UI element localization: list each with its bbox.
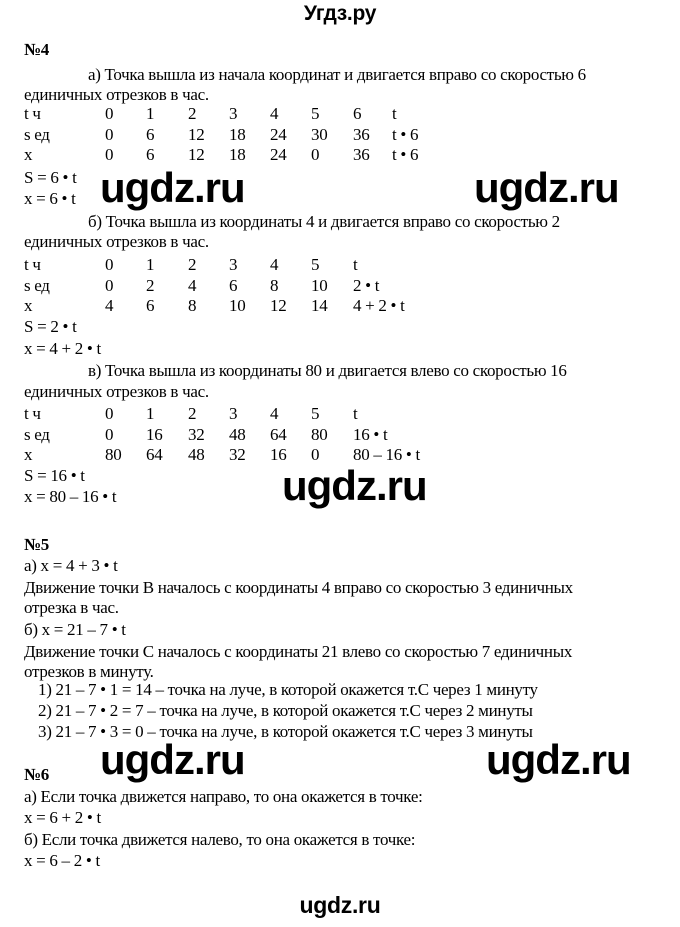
table-cell: 0 xyxy=(105,255,114,274)
task-4c-text: в) Точка вышла из координаты 80 и двигается влево со скоростью 16 xyxy=(88,361,567,380)
table-row xyxy=(0,404,680,424)
row-label: x xyxy=(24,296,33,315)
table-cell: t xyxy=(392,104,397,123)
table-cell: 5 xyxy=(311,404,320,423)
table-cell: 24 xyxy=(270,145,287,164)
table-cell: 30 xyxy=(311,124,328,144)
table-cell: 80 – 16 • t xyxy=(353,445,420,464)
table-cell: 3 xyxy=(229,104,238,123)
row-label: s ед xyxy=(24,424,50,444)
table-cell: 1 xyxy=(146,255,155,274)
table-cell: 2 xyxy=(188,255,197,274)
task-4-heading: №4 xyxy=(24,40,49,59)
table-row xyxy=(0,145,680,165)
table-cell: 0 xyxy=(105,104,114,123)
table-row xyxy=(0,296,680,316)
table-cell: 3 xyxy=(229,404,238,423)
task-6a-formula: x = 6 + 2 • t xyxy=(24,808,101,827)
task-6b-text: б) Если точка движется налево, то она окажется в точке: xyxy=(24,830,416,849)
task-4c-text-cont: единичных отрезков в час. xyxy=(24,382,209,401)
table-cell: 4 xyxy=(270,104,279,123)
table-cell: 4 + 2 • t xyxy=(353,296,405,315)
table-cell: 64 xyxy=(146,445,163,464)
watermark: ugdz.ru xyxy=(100,736,245,783)
table-cell: t xyxy=(353,255,358,274)
watermark: ugdz.ru xyxy=(100,164,245,211)
table-cell: 2 xyxy=(188,404,197,423)
table-cell: 0 xyxy=(105,275,114,295)
table-cell: 18 xyxy=(229,124,246,144)
footer-site-name: ugdz.ru xyxy=(299,892,381,918)
row-label: s ед xyxy=(24,275,50,295)
table-row xyxy=(0,276,680,296)
table-cell: 12 xyxy=(188,145,205,164)
table-cell: 16 xyxy=(270,445,287,464)
table-cell: 2 xyxy=(188,104,197,123)
table-cell: 80 xyxy=(311,424,328,444)
table-cell: 16 xyxy=(146,424,163,444)
table-cell: 48 xyxy=(229,424,246,444)
table-cell: 6 xyxy=(229,275,238,295)
table-cell: 8 xyxy=(188,296,197,315)
task-4a-text: а) Точка вышла из начала координат и двигается вправо со скоростью 6 xyxy=(88,65,586,84)
task-4b-text: б) Точка вышла из координаты 4 и двигается вправо со скоростью 2 xyxy=(88,212,560,231)
task-5-item: 2) 21 – 7 • 2 = 7 – точка на луче, в которой окажется т.С через 2 минуты xyxy=(38,701,533,720)
table-cell: 12 xyxy=(188,124,205,144)
row-label: t ч xyxy=(24,255,41,274)
table-cell: 10 xyxy=(229,296,246,315)
row-label: x xyxy=(24,445,33,464)
formula-4a-x: x = 6 • t xyxy=(24,189,76,208)
table-row xyxy=(0,425,680,445)
watermark: ugdz.ru xyxy=(486,736,631,783)
table-cell: 6 xyxy=(146,145,155,164)
task-6-heading: №6 xyxy=(24,765,49,784)
task-5-heading: №5 xyxy=(24,535,49,554)
table-cell: 6 xyxy=(146,296,155,315)
table-cell: 16 • t xyxy=(353,424,388,444)
table-cell: 80 xyxy=(105,445,122,464)
table-row xyxy=(0,125,680,145)
table-cell: 24 xyxy=(270,124,287,144)
table-cell: 0 xyxy=(105,145,114,164)
table-cell: 2 • t xyxy=(353,275,380,295)
table-cell: 36 xyxy=(353,124,370,144)
table-cell: 0 xyxy=(105,124,114,144)
table-cell: 0 xyxy=(105,404,114,423)
table-row xyxy=(0,104,680,124)
task-6b-formula: x = 6 – 2 • t xyxy=(24,851,100,870)
table-cell: 4 xyxy=(105,296,114,315)
table-cell: 5 xyxy=(311,255,320,274)
table-cell: 5 xyxy=(311,104,320,123)
table-cell: t • 6 xyxy=(392,124,419,144)
task-4a-text-cont: единичных отрезков в час. xyxy=(24,85,209,104)
table-cell: 0 xyxy=(311,145,320,164)
task-5-item: 1) 21 – 7 • 1 = 14 – точка на луче, в которой окажется т.С через 1 минуту xyxy=(38,680,538,699)
table-cell: t • 6 xyxy=(392,145,419,164)
table-cell: 6 xyxy=(353,104,362,123)
table-cell: 1 xyxy=(146,104,155,123)
task-5-item: 3) 21 – 7 • 3 = 0 – точка на луче, в которой окажется т.С через 3 минуты xyxy=(38,722,533,741)
row-label: t ч xyxy=(24,404,41,423)
task-5a-formula: а) x = 4 + 3 • t xyxy=(24,556,118,575)
formula-4c-s: S = 16 • t xyxy=(24,466,85,485)
formula-4a-s: S = 6 • t xyxy=(24,168,77,187)
table-cell: 0 xyxy=(311,445,320,464)
table-cell: 3 xyxy=(229,255,238,274)
task-5b-text-cont: отрезков в минуту. xyxy=(24,662,154,681)
table-cell: t xyxy=(353,404,358,423)
table-cell: 8 xyxy=(270,275,279,295)
task-5b-formula: б) x = 21 – 7 • t xyxy=(24,620,126,639)
formula-4b-x: x = 4 + 2 • t xyxy=(24,339,101,358)
table-cell: 6 xyxy=(146,124,155,144)
row-label: t ч xyxy=(24,104,41,123)
formula-4b-s: S = 2 • t xyxy=(24,317,77,336)
table-cell: 48 xyxy=(188,445,205,464)
table-cell: 0 xyxy=(105,424,114,444)
task-6a-text: а) Если точка движется направо, то она окажется в точке: xyxy=(24,787,423,806)
table-cell: 10 xyxy=(311,275,328,295)
table-cell: 64 xyxy=(270,424,287,444)
table-cell: 36 xyxy=(353,145,370,164)
table-row xyxy=(0,255,680,275)
site-title: Угдз.ру xyxy=(303,2,377,25)
row-label: s ед xyxy=(24,124,50,144)
table-cell: 4 xyxy=(270,255,279,274)
task-5a-text-cont: отрезка в час. xyxy=(24,598,119,617)
table-cell: 14 xyxy=(311,296,328,315)
table-cell: 32 xyxy=(188,424,205,444)
task-4b-text-cont: единичных отрезков в час. xyxy=(24,232,209,251)
table-cell: 4 xyxy=(188,275,197,295)
formula-4c-x: x = 80 – 16 • t xyxy=(24,487,117,506)
table-cell: 18 xyxy=(229,145,246,164)
watermark: ugdz.ru xyxy=(474,164,619,211)
task-5a-text: Движение точки В началось с координаты 4 вправо со скоростью 3 единичных xyxy=(24,578,573,597)
table-cell: 1 xyxy=(146,404,155,423)
row-label: x xyxy=(24,145,33,164)
watermark: ugdz.ru xyxy=(282,462,427,509)
table-cell: 2 xyxy=(146,275,155,295)
table-cell: 32 xyxy=(229,445,246,464)
table-cell: 12 xyxy=(270,296,287,315)
table-cell: 4 xyxy=(270,404,279,423)
task-5b-text: Движение точки С началось с координаты 21 влево со скоростью 7 единичных xyxy=(24,642,573,661)
